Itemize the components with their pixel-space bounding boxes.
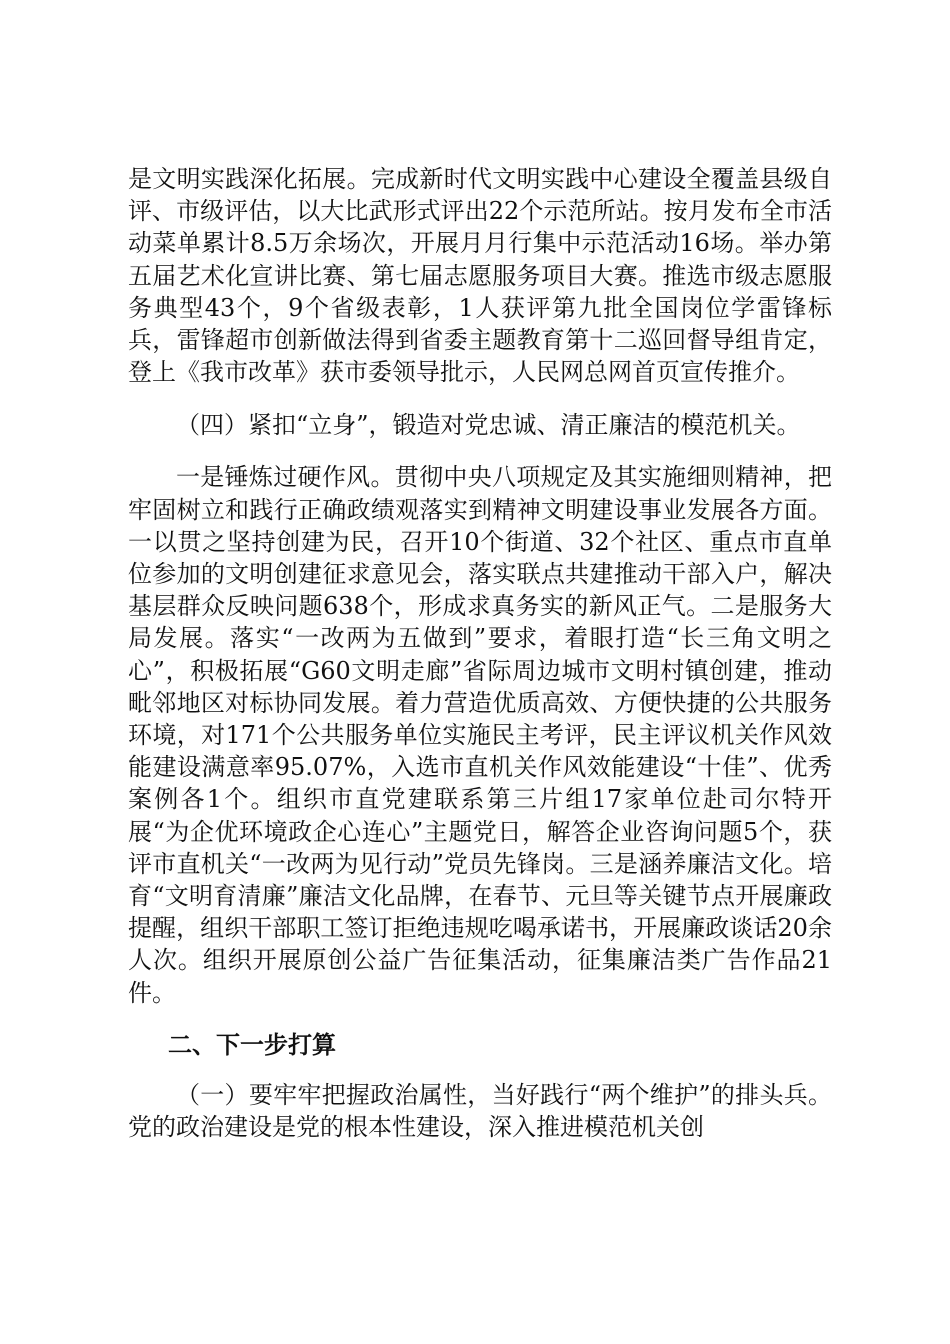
section-heading-next-steps: 二、下一步打算	[168, 1030, 336, 1059]
document-body	[128, 163, 832, 1143]
paragraph-political-attribute: （一）要牢牢把握政治属性，当好践行“两个维护”的排头兵。党的政治建设是党的根本性建设，深入推进模范机关创	[128, 1080, 832, 1142]
paragraph-civilization-practice: 是文明实践深化拓展。完成新时代文明实践中心建设全覆盖县级自评、市级评估，以大比武形式评出22个示范所站。按月发布全市活动菜单累计8.5万余场次，开展月月行集中示范活动16场。举办第五届艺术化宣讲比赛、第七届志愿服务项目大赛。推选市级志愿服务典型43个，9个省级表彰，1人获评第九批全国岗位学雷锋标兵，雷锋超市创新做法得到省委主题教育第十二巡回督导组肯定，登上《我市改革》获市委领导批示，人民网总网首页宣传推介。	[128, 165, 832, 387]
paragraph-work-style: 一是锤炼过硬作风。贯彻中央八项规定及其实施细则精神，把牢固树立和践行正确政绩观落实到精神文明建设事业发展各方面。一以贯之坚持创建为民，召开10个街道、32个社区、重点市直单位参加的文明创建征求意见会，落实联点共建推动干部入户，解决基层群众反映问题638个，形成求真务实的新风正气。二是服务大局发展。落实“一改两为五做到”要求，着眼打造“长三角文明之心”，积极拓展“G60文明走廊”省际周边城市文明村镇创建，推动毗邻地区对标协同发展。着力营造优质高效、方便快捷的公共服务环境，对171个公共服务单位实施民主考评，民主评议机关作风效能建设满意率95.07%，入选市直机关作风效能建设“十佳”、优秀案例各1个。组织市直党建联系第三片组17家单位赴司尔特开展“为企优环境政企心连心”主题党日，解答企业咨询问题5个，获评市直机关“一改两为见行动”党员先锋岗。三是涵养廉洁文化。培育“文明育清廉”廉洁文化品牌，在春节、元旦等关键节点开展廉政提醒，组织干部职工签订拒绝违规吃喝承诺书，开展廉政谈话20余人次。组织开展原创公益广告征集活动，征集廉洁类广告作品21件。	[128, 463, 832, 1007]
subsection-heading-four: （四）紧扣“立身”，锻造对党忠诚、清正廉洁的模范机关。	[176, 410, 801, 439]
